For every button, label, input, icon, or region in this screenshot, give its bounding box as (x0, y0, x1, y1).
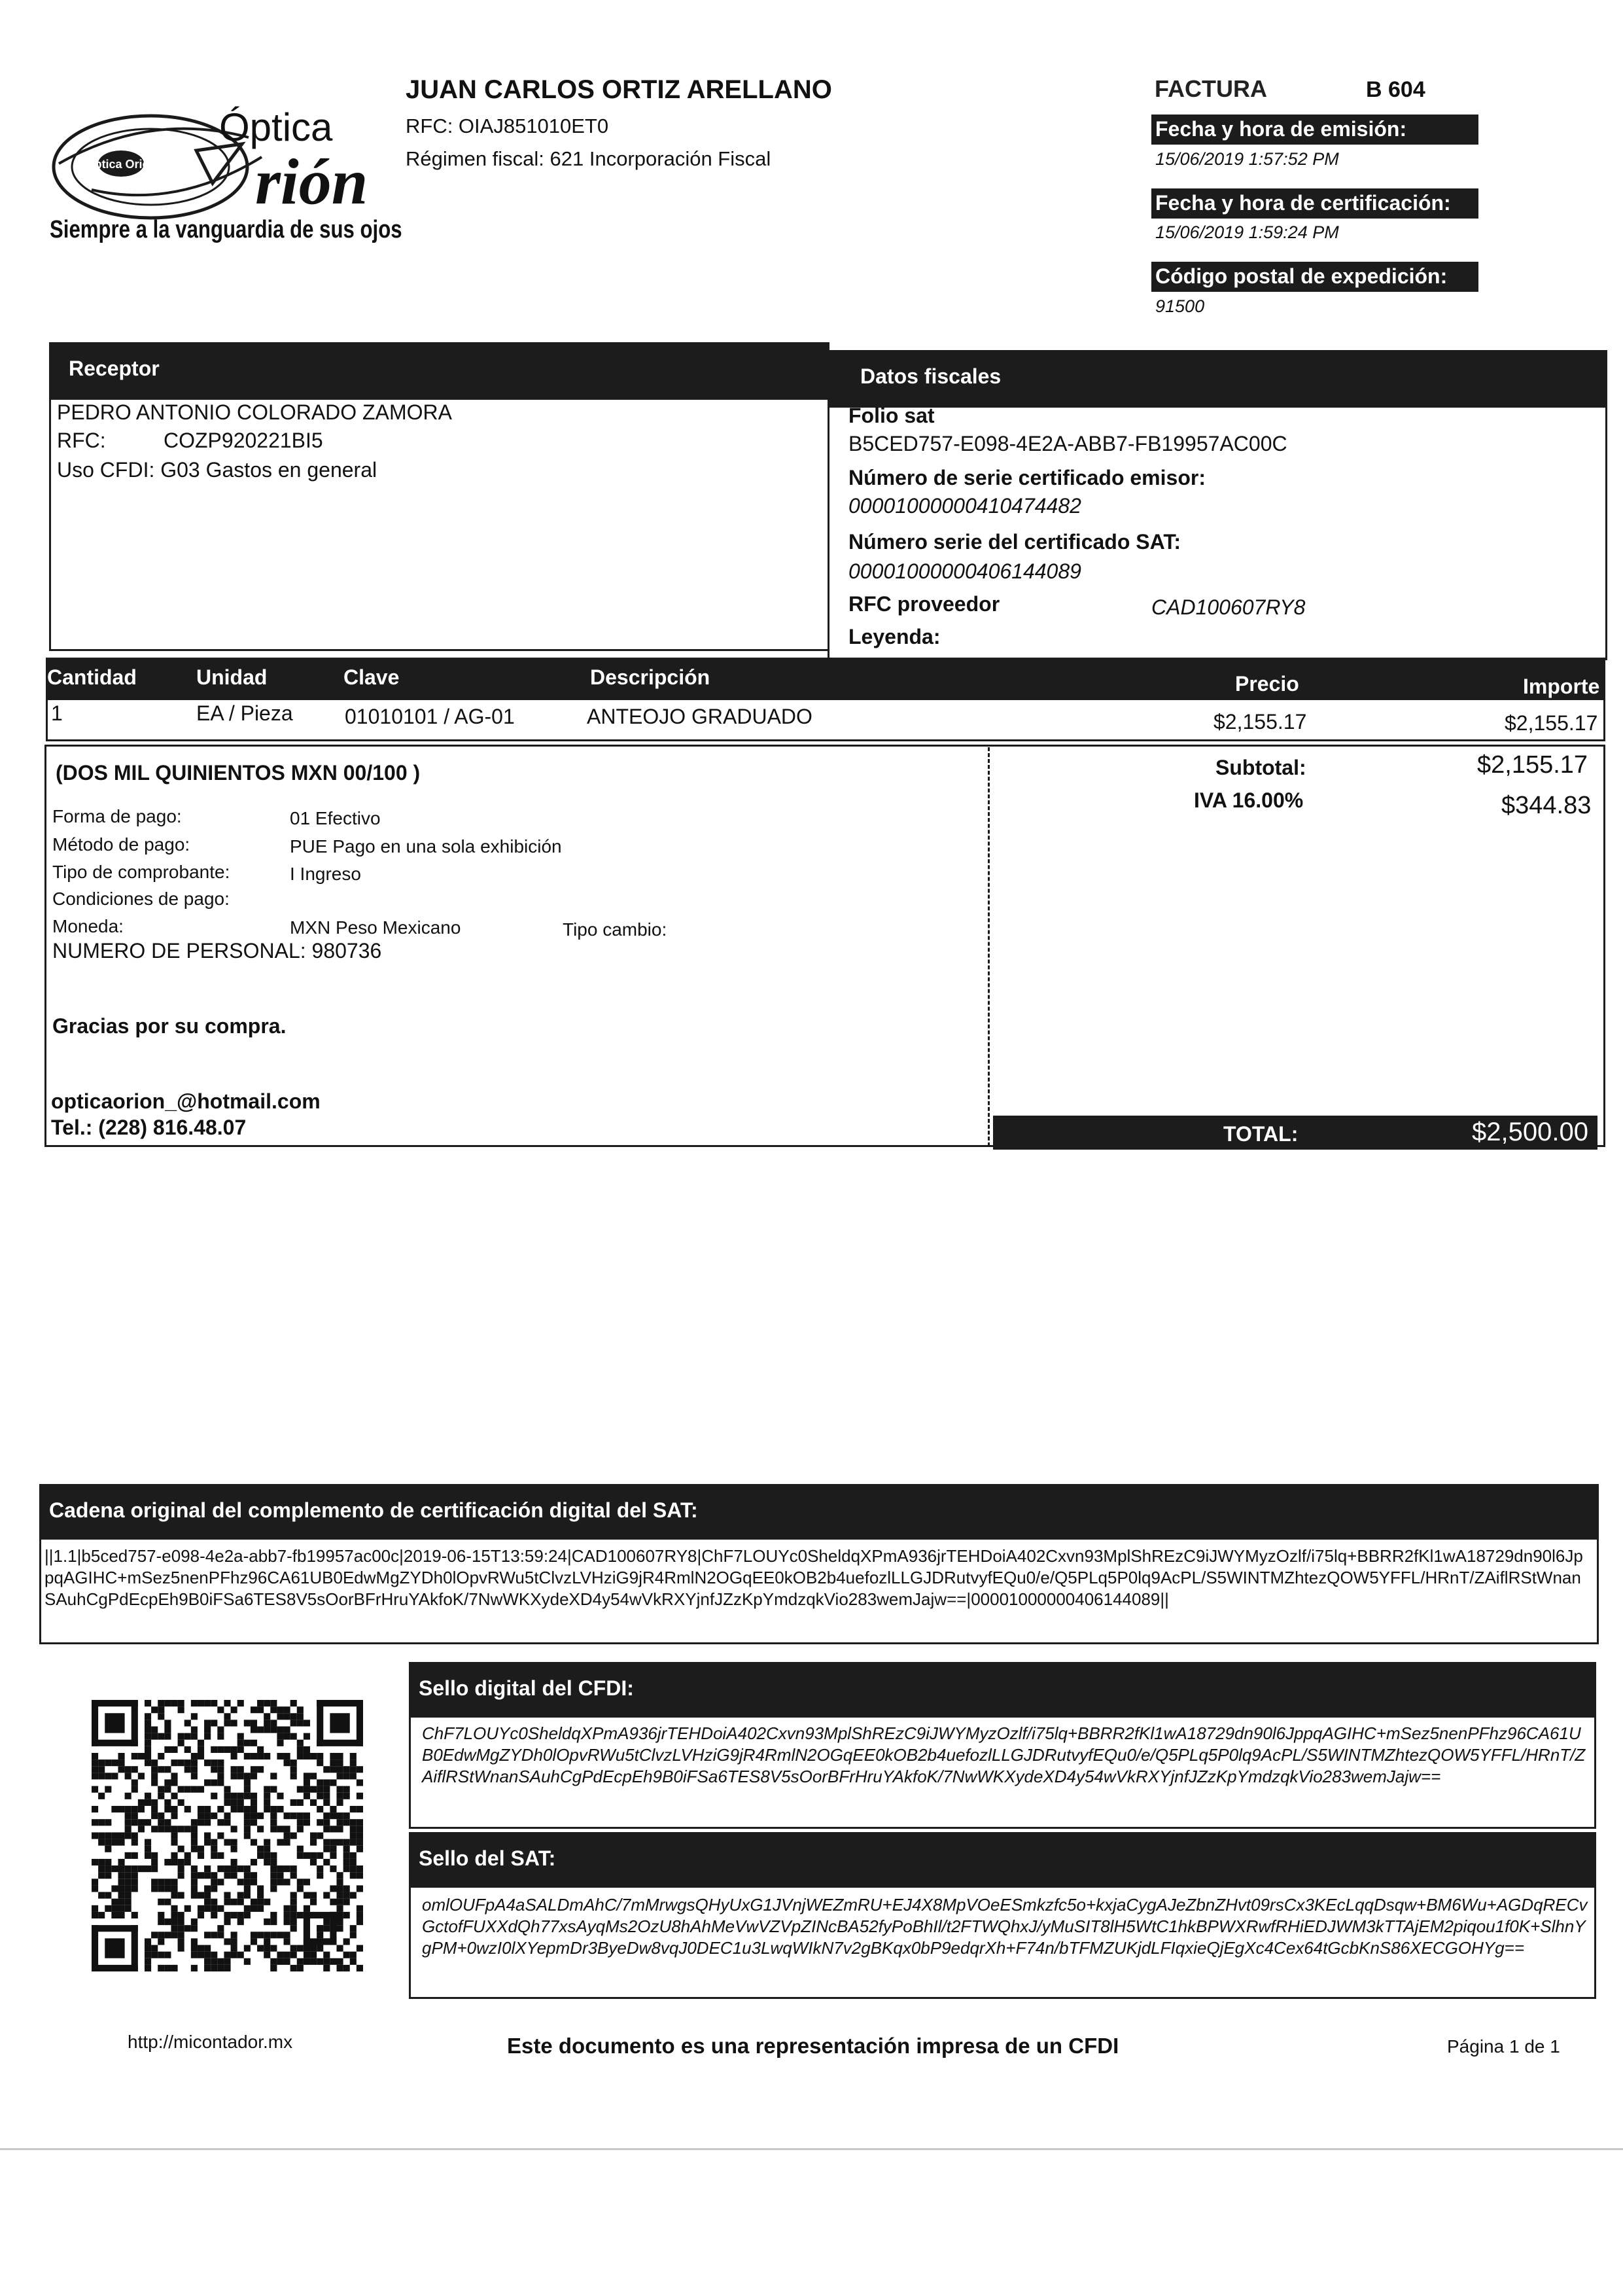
certificacion-value: 15/06/2019 1:59:24 PM (1155, 222, 1339, 242)
col-clave: Clave (343, 665, 400, 689)
svg-text:Óptica Orión: Óptica Orión (85, 158, 157, 171)
folio-sat-value: B5CED757-E098-4E2A-ABB7-FB19957AC00C (848, 432, 1287, 455)
emision-value: 15/06/2019 1:57:52 PM (1155, 149, 1339, 169)
col-importe: Importe (1523, 675, 1600, 698)
forma-pago-label: Forma de pago: (52, 806, 182, 826)
col-descripcion: Descripción (590, 665, 710, 689)
factura-number: B 604 (1366, 77, 1425, 102)
forma-pago-value: 01 Efectivo (290, 808, 381, 828)
rfc-proveedor-value: CAD100607RY8 (1151, 595, 1306, 619)
serie-sat-value: 00001000000406144089 (848, 559, 1081, 583)
table-row-descripcion: ANTEOJO GRADUADO (587, 705, 812, 728)
moneda-label: Moneda: (52, 916, 124, 936)
col-unidad: Unidad (196, 665, 268, 689)
sello-cfdi-header: Sello digital del CFDI: (409, 1662, 1596, 1718)
iva-label: IVA 16.00% (1194, 788, 1304, 812)
footer-url[interactable]: http://micontador.mx (128, 2032, 293, 2052)
folio-sat-label: Folio sat (848, 404, 935, 427)
subtotal-label: Subtotal: (1215, 756, 1306, 779)
emisor-rfc: RFC: OIAJ851010ET0 (406, 115, 609, 137)
tipo-comprobante-value: I Ingreso (290, 864, 361, 884)
leyenda-label: Leyenda: (848, 625, 941, 648)
items-row-divider (46, 739, 1605, 741)
serie-sat-label: Número serie del certificado SAT: (848, 530, 1181, 554)
datos-fiscales-header: Datos fiscales (828, 350, 1607, 408)
gracias-text: Gracias por su compra. (52, 1014, 287, 1038)
receptor-header: Receptor (49, 342, 829, 400)
logo-word-orion: rión (255, 145, 368, 218)
serie-emisor-value: 00001000000410474482 (848, 494, 1081, 518)
table-row-importe: $2,155.17 (1505, 711, 1598, 735)
serie-emisor-label: Número de serie certificado emisor: (848, 466, 1206, 489)
codigo-postal-label: Código postal de expedición: (1151, 262, 1478, 292)
sello-sat-header: Sello del SAT: (409, 1832, 1596, 1888)
tipo-cambio-label: Tipo cambio: (563, 919, 667, 940)
receptor-name: PEDRO ANTONIO COLORADO ZAMORA (57, 400, 452, 424)
items-right-border (1603, 700, 1605, 741)
total-bar (993, 1116, 1597, 1150)
logo-word-optica: Óptica (219, 105, 333, 149)
col-cantidad: Cantidad (47, 665, 137, 689)
footer-note: Este documento es una representación impresa de un CFDI (507, 2034, 1119, 2058)
total-label: TOTAL: (1223, 1122, 1299, 1146)
page-number: Página 1 de 1 (1447, 2036, 1560, 2057)
logo-tagline: Siempre a la vanguardia de sus ojos (50, 216, 402, 243)
summary-divider (988, 747, 990, 1146)
codigo-postal-value: 91500 (1155, 296, 1205, 316)
tipo-comprobante-label: Tipo de comprobante: (52, 862, 230, 882)
receptor-uso-cfdi: Uso CFDI: G03 Gastos en general (57, 458, 377, 482)
contact-phone: Tel.: (228) 816.48.07 (51, 1116, 247, 1139)
scan-edge-line (0, 2148, 1623, 2150)
table-row-cantidad: 1 (51, 701, 63, 725)
emisor-regimen: Régimen fiscal: 621 Incorporación Fiscal (406, 147, 771, 170)
subtotal-value: $2,155.17 (1477, 751, 1588, 779)
cadena-original-header: Cadena original del complemento de certificación digital del SAT: (39, 1484, 1599, 1540)
sello-cfdi-text: ChF7LOUYc0SheldqXPmA936jrTEHDoiA402Cxvn93MplShREzC9iJWYMyzOzlf/i75lq+BBRR2fKl1wA18729dn90l6JppqAGIHC+mSez5nenPFhz96CA61UB0EdwMgZYDh0lOpvRWu5tClvzLVHziG9jR4RmlN2OGqEE0kOB2b4uefozlLLGJDRutvyfEQu0/e/Q5PLq5P0lq9AcPL/S5WINTMZhtezQOW5YFFL/HRnT/ZAiflRStWnanSAuhCgPdEcpEh9B0iFSa6TES8V5sOorBFrHruYAkfoK/7NwWKXydeXD4y54wVkRXYjnfJZzKpYmdzqkVio283wemJajw== (422, 1723, 1586, 1786)
cadena-original-text: ||1.1|b5ced757-e098-4e2a-abb7-fb19957ac00c|2019-06-15T13:59:24|CAD100607RY8|ChF7LOUYc0SheldqXPmA936jrTEHDoiA402Cxvn93MplShREzC9iJWYMyzOzlf/i75lq+BBRR2fKl1wA18729dn90l6JppqAGIHC+mSez5nenPFhz96CA61UB0EdwMgZYDh0lOpvRWu5tClvzLVHziG9jR4RmlN2OGqEE0kOB2b4uefozlLLGJDRutvyfEQu0/e/Q5PLq5P0lq9AcPL/S5WINTMZhtezQOW5YFFL/HRnT/ZAiflRStWnanSAuhCgPdEcpEh9B0iFSa6TES8V5sOorBFrHruYAkfoK/7NwWKXydeXD4y54wVkRXYjnfJZzKpYmdzqkVio283wemJajw==|00001000000406144089|| (44, 1546, 1583, 1609)
table-row-unidad: EA / Pieza (196, 701, 293, 725)
table-row-precio: $2,155.17 (1213, 710, 1307, 733)
emision-label: Fecha y hora de emisión: (1151, 115, 1478, 145)
factura-label: FACTURA (1155, 75, 1267, 102)
qr-code-graphic (92, 1700, 363, 1971)
optica-orion-logo (46, 98, 402, 262)
certificacion-label: Fecha y hora de certificación: (1151, 188, 1478, 219)
numero-personal: NUMERO DE PERSONAL: 980736 (52, 939, 382, 963)
receptor-rfc-label: RFC: (57, 429, 106, 452)
col-precio: Precio (1235, 672, 1299, 696)
moneda-value: MXN Peso Mexicano (290, 917, 461, 938)
items-left-border (46, 700, 48, 741)
condiciones-pago-label: Condiciones de pago: (52, 889, 230, 909)
receptor-rfc-value: COZP920221BI5 (164, 429, 323, 452)
qr-code (92, 1700, 363, 1971)
sello-sat-text: omlOUFpA4aSALDmAhC/7mMrwgsQHyUxG1JVnjWEZmRU+EJ4X8MpVOeESmkzfc5o+kxjaCygAJeZbnZHvt09rsCx3KEcLqqDsqw+BM6Wu+AGDqRECvGctofFUXXdQh77xsAyqMs2OzU8hAhMeVwVZVpZINcBA52fyPoBhIl/t2FTWQhxJ/yMuSIT8lH5WtC1hkBPWXRwfRHiEDJWM3kTTAjEM2piqou1f0K+SlhnYgPM+0wzI0lXYepmDr3ByeDw8vqJ0DEC1u3LwqWIkN7v2gBKqx0bP9edqrXh+F74n/bTFMZUKjdLFIqxieQjEgXc4Cex64tGcbKnS86XECGOHYg== (422, 1895, 1588, 1958)
emisor-name: JUAN CARLOS ORTIZ ARELLANO (406, 75, 832, 104)
contact-email: opticaorion_@hotmail.com (51, 1089, 321, 1113)
metodo-pago-value: PUE Pago en una sola exhibición (290, 836, 562, 857)
total-value: $2,500.00 (1472, 1118, 1588, 1146)
amount-in-words: (DOS MIL QUINIENTOS MXN 00/100 ) (56, 761, 421, 785)
rfc-proveedor-label: RFC proveedor (848, 592, 1000, 616)
items-header (46, 658, 1605, 700)
metodo-pago-label: Método de pago: (52, 834, 190, 855)
iva-value: $344.83 (1501, 792, 1592, 819)
table-row-clave: 01010101 / AG-01 (345, 705, 515, 728)
